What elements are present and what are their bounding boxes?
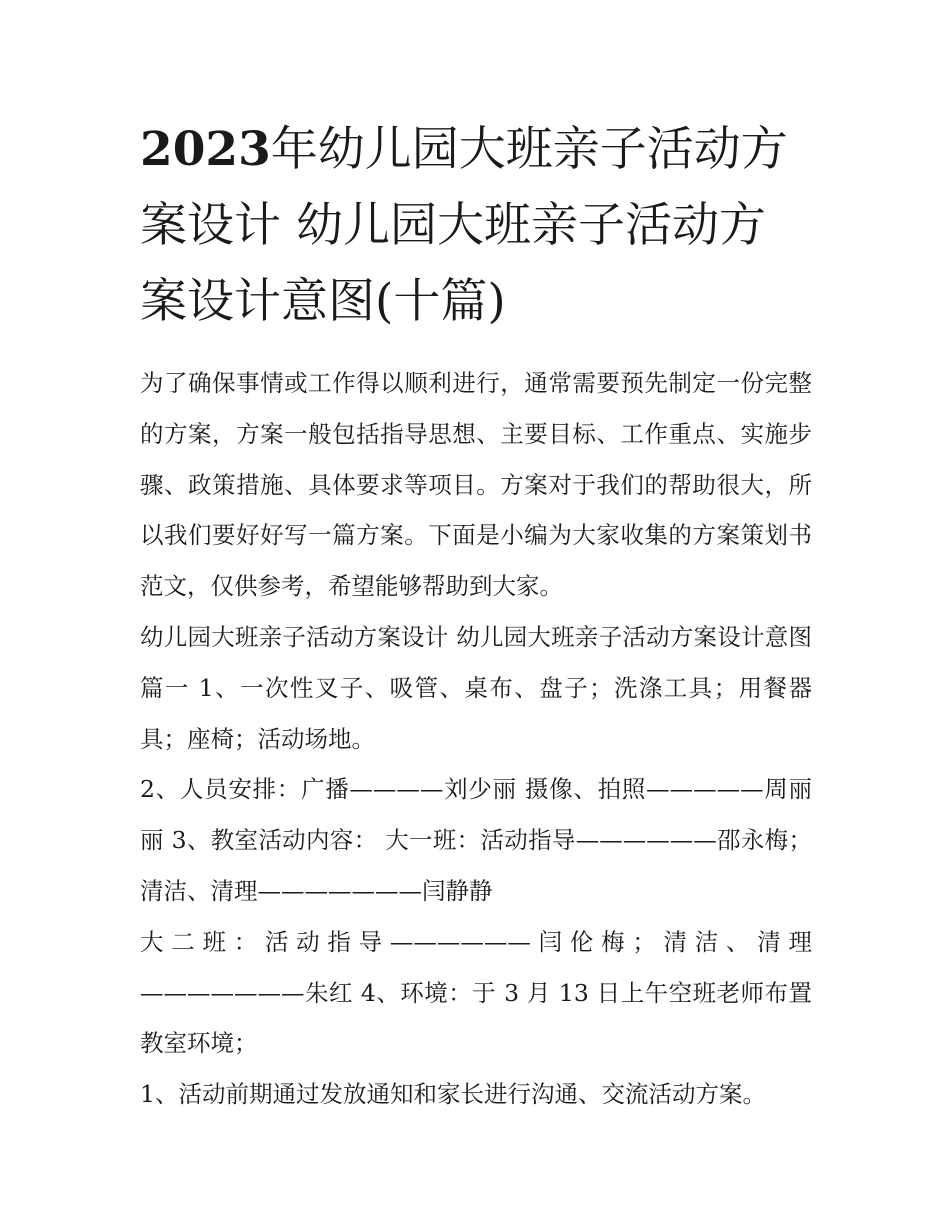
title-text: 年幼儿园大班亲子活动方案设计 幼儿园大班亲子活动方案设计意图(十篇) xyxy=(140,122,788,329)
document-body xyxy=(140,358,812,1120)
intro-paragraph: 为了确保事情或工作得以顺利进行，通常需要预先制定一份完整的方案，方案一般包括指导思想、主要目标、工作重点、实施步骤、政策措施、具体要求等项目。方案对于我们的帮助很大，所以我们要好好写一篇方案。下面是小编为大家收集的方案策划书范文，仅供参考，希望能够帮助到大家。 xyxy=(140,369,812,601)
body-paragraph-staff: 2、人员安排：广播————刘少丽 摄像、拍照—————周丽丽 3、教室活动内容： 大一班：活动指导——————邵永梅；清洁、清理———————闫静静 xyxy=(140,775,812,905)
body-paragraph-class-two: 大二班：活动指导——————闫伦梅；清洁、清理———————朱红 4、环境：于 3 月 13 日上午空班老师布置教室环境； xyxy=(140,927,812,1058)
body-paragraph-communication: 1、活动前期通过发放通知和家长进行沟通、交流活动方案。 xyxy=(140,1080,766,1109)
body-paragraph-materials: 幼儿园大班亲子活动方案设计 幼儿园大班亲子活动方案设计意图篇一 1、一次性叉子、吸管、桌布、盘子；洗涤工具；用餐器具；座椅；活动场地。 xyxy=(140,622,812,753)
document-title xyxy=(140,112,812,340)
document-page xyxy=(140,112,812,1120)
title-year: 2023 xyxy=(140,122,271,177)
